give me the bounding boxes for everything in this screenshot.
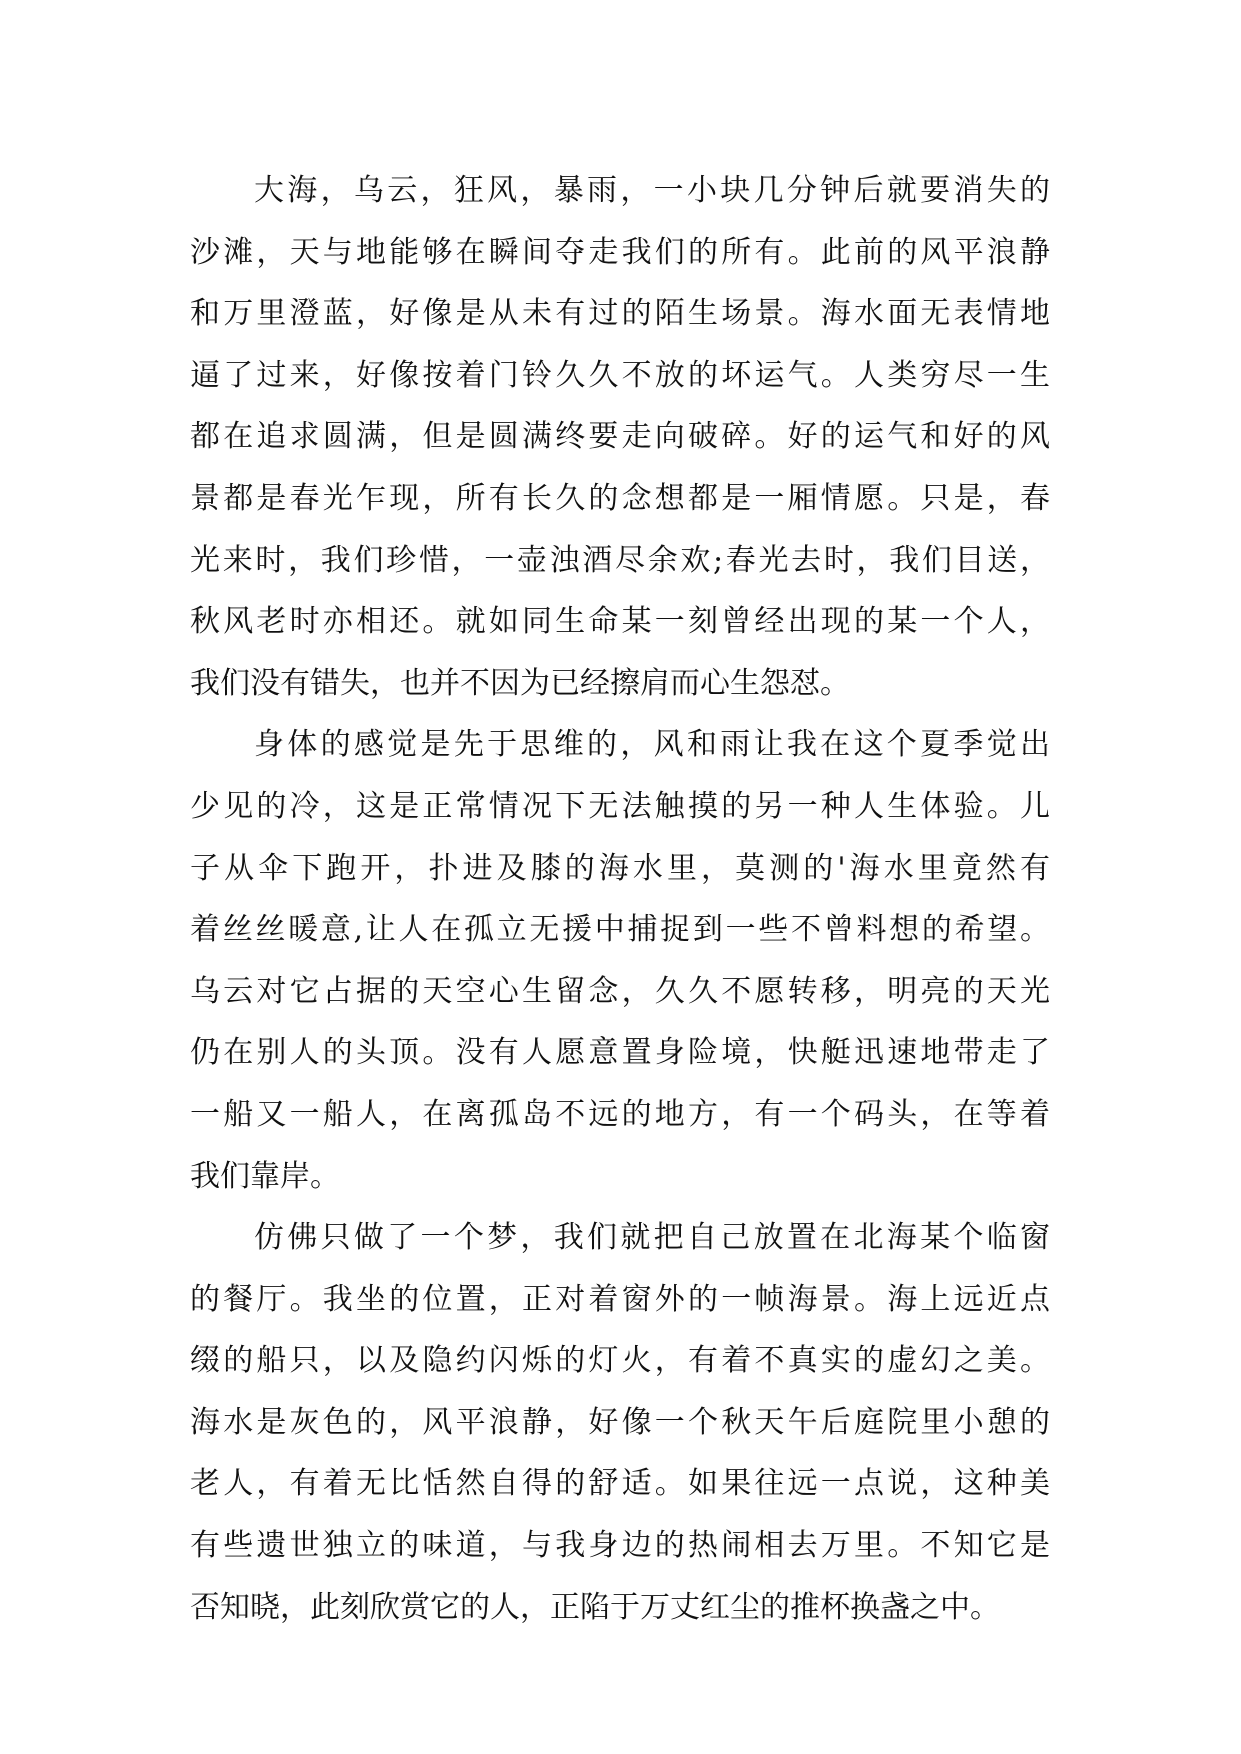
text-line: 我们没有错失，也并不因为已经擦肩而心生怨怼。 (190, 665, 850, 701)
paragraph-2 (190, 714, 1050, 1207)
text-line: 着丝丝暖意,让人在孤立无援中捕捉到一些不曾料想的希望。 (190, 912, 1050, 948)
text-line: 秋风老时亦相还。就如同生命某一刻曾经出现的某一个人， (190, 604, 1050, 640)
text-line: 仍在别人的头顶。没有人愿意置身险境，快艇迅速地带走了 (190, 1035, 1050, 1071)
text-line: 景都是春光乍现，所有长久的念想都是一厢情愿。只是，春 (190, 480, 1050, 516)
text-line: 否知晓，此刻欣赏它的人，正陷于万丈红尘的推杯换盏之中。 (190, 1589, 1000, 1625)
text-line: 都在追求圆满，但是圆满终要走向破碎。好的运气和好的风 (190, 419, 1050, 455)
text-line: 沙滩，天与地能够在瞬间夺走我们的所有。此前的风平浪静 (190, 234, 1050, 270)
text-line: 和万里澄蓝，好像是从未有过的陌生场景。海水面无表情地 (190, 296, 1050, 332)
text-line: 身体的感觉是先于思维的，风和雨让我在这个夏季觉出 (254, 727, 1050, 763)
text-line: 海水是灰色的，风平浪静，好像一个秋天午后庭院里小憩的 (190, 1404, 1050, 1440)
paragraph-1 (190, 160, 1050, 714)
text-line: 仿佛只做了一个梦，我们就把自己放置在北海某个临窗 (254, 1220, 1050, 1256)
paragraph-3 (190, 1207, 1050, 1638)
text-line: 光来时，我们珍惜，一壶浊酒尽余欢;春光去时，我们目送， (190, 542, 1050, 578)
text-line: 缀的船只，以及隐约闪烁的灯火，有着不真实的虚幻之美。 (190, 1343, 1050, 1379)
text-line: 少见的冷，这是正常情况下无法触摸的另一种人生体验。儿 (190, 788, 1050, 824)
text-line: 乌云对它占据的天空心生留念，久久不愿转移，明亮的天光 (190, 973, 1050, 1009)
text-line: 老人，有着无比恬然自得的舒适。如果往远一点说，这种美 (190, 1466, 1050, 1502)
text-line: 子从伞下跑开，扑进及膝的海水里，莫测的'海水里竟然有 (190, 850, 1050, 886)
text-line: 大海，乌云，狂风，暴雨，一小块几分钟后就要消失的 (254, 173, 1050, 208)
document-body (190, 160, 1050, 1638)
text-line: 逼了过来，好像按着门铃久久不放的坏运气。人类穷尽一生 (190, 357, 1050, 393)
text-line: 我们靠岸。 (190, 1158, 340, 1194)
text-line: 有些遗世独立的味道，与我身边的热闹相去万里。不知它是 (190, 1528, 1050, 1564)
text-line: 的餐厅。我坐的位置，正对着窗外的一帧海景。海上远近点 (190, 1281, 1050, 1317)
text-line: 一船又一船人，在离孤岛不远的地方，有一个码头，在等着 (190, 1096, 1050, 1132)
